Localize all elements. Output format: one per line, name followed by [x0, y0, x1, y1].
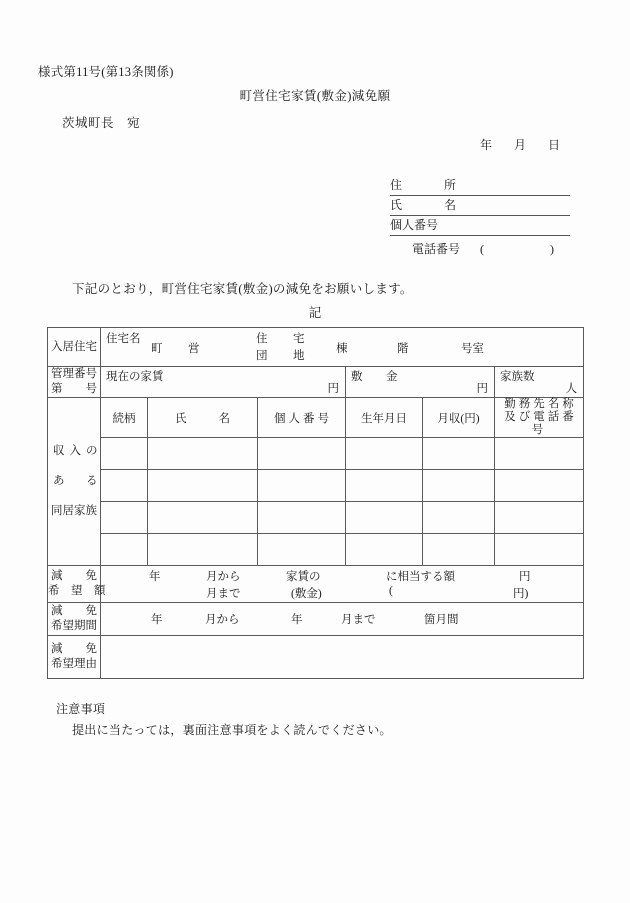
housing-row-label: 入居住宅 — [48, 328, 101, 367]
deposit-unit: 円 — [476, 383, 488, 395]
reduction-reason-label-line2: 希望理由 — [51, 658, 97, 670]
reduction-reason-label-line1: 減 免 — [51, 643, 97, 655]
reduction-reason-value[interactable] — [101, 636, 584, 679]
table-row-reduction-reason — [48, 636, 584, 679]
income-cell-name[interactable] — [148, 534, 258, 566]
income-col-personal-number: 個人番号 — [258, 398, 346, 438]
income-col-name: 氏 名 — [148, 398, 258, 438]
notes-body: 提出に当たっては，裏面注意事項をよく読んでください。 — [72, 723, 392, 737]
applicant-phone-label: 電話番号 — [412, 242, 461, 256]
management-row-label-line2: 第 号 — [51, 383, 97, 395]
town-operated-label: 町 営 — [151, 343, 207, 355]
income-cell-monthly-income[interactable] — [423, 502, 495, 534]
income-row-label-line3: 同居家族 — [51, 505, 97, 517]
date-month-label: 月 — [514, 138, 527, 152]
table-row-management — [48, 367, 584, 398]
reduction-amount-row-label — [48, 566, 106, 603]
building-label: 棟 — [336, 343, 348, 355]
income-cell-personal-number[interactable] — [258, 470, 346, 502]
income-cell-monthly-income[interactable] — [423, 470, 495, 502]
family-count-unit: 人 — [565, 383, 578, 395]
intro-sentence: 下記のとおり，町営住宅家賃(敷金)の減免をお願いします。 — [72, 282, 413, 296]
floor-label: 階 — [397, 343, 409, 355]
reduction-reason-row-label — [48, 636, 101, 679]
reduction-amount-year: 年 — [149, 571, 161, 583]
application-table — [47, 327, 584, 679]
housing-row-value[interactable] — [101, 328, 584, 367]
reduction-amount-month-to: 月まで — [206, 588, 241, 600]
date-day-label: 日 — [548, 138, 561, 152]
income-cell-monthly-income[interactable] — [423, 438, 495, 470]
income-row-label-line2: あ る — [53, 475, 103, 487]
applicant-address-label: 住 所 — [390, 178, 463, 192]
income-cell-personal-number[interactable] — [258, 534, 346, 566]
family-count-label: 家族数 — [500, 371, 535, 383]
income-cell-birthdate[interactable] — [346, 534, 423, 566]
family-count-cell[interactable] — [495, 367, 584, 398]
applicant-phone-field[interactable] — [412, 240, 568, 257]
table-row — [48, 470, 584, 502]
table-row — [48, 438, 584, 470]
income-cell-relation[interactable] — [101, 534, 148, 566]
income-col-relation: 続柄 — [101, 398, 148, 438]
income-cell-personal-number[interactable] — [258, 438, 346, 470]
income-row-label-line1: 収入の — [53, 445, 103, 457]
table-row — [48, 534, 584, 566]
income-col-workplace — [495, 398, 584, 438]
table-row-reduction-amount — [48, 566, 584, 603]
applicant-personal-number-field[interactable] — [390, 216, 570, 236]
income-cell-workplace[interactable] — [495, 534, 584, 566]
reduction-amount-month-from: 月から — [206, 571, 241, 583]
current-rent-label: 現在の家賃 — [106, 371, 164, 383]
table-row — [48, 502, 584, 534]
applicant-phone-parens: ( ) — [480, 242, 569, 256]
income-cell-personal-number[interactable] — [258, 502, 346, 534]
income-cell-birthdate[interactable] — [346, 470, 423, 502]
ki-marker: 記 — [308, 306, 322, 320]
current-rent-unit: 円 — [327, 383, 339, 395]
deposit-label: 敷 金 — [351, 371, 404, 383]
reduction-period-year-from: 年 — [151, 614, 163, 626]
applicant-name-field[interactable] — [390, 196, 570, 216]
workplace-col-line2: 及び電話番号 — [504, 411, 577, 436]
reduction-period-row-label — [48, 603, 101, 636]
addressee-line: 茨城町長 宛 — [62, 116, 141, 130]
notes-title: 注意事項 — [56, 702, 106, 716]
income-cell-monthly-income[interactable] — [423, 534, 495, 566]
reduction-amount-rent-of: 家賃の — [286, 571, 321, 583]
management-row-label-line1: 管理番号 — [51, 368, 97, 380]
date-line — [480, 136, 560, 153]
income-row-label — [48, 398, 101, 566]
income-cell-workplace[interactable] — [495, 470, 584, 502]
reduction-amount-value[interactable] — [101, 566, 584, 603]
income-cell-relation[interactable] — [101, 438, 148, 470]
applicant-personal-number-label: 個人番号 — [390, 218, 439, 232]
reduction-amount-unit-yen-close: 円) — [513, 588, 529, 600]
reduction-period-value[interactable] — [101, 603, 584, 636]
table-row-reduction-period — [48, 603, 584, 636]
workplace-col-line1: 勤務先名称 — [504, 398, 577, 410]
date-year-label: 年 — [480, 138, 493, 152]
reduction-period-label-line2: 希望期間 — [51, 620, 97, 632]
room-label: 号室 — [461, 343, 484, 355]
reduction-amount-equivalent: に相当する額 — [386, 571, 455, 583]
reduction-amount-label-line1: 減 免 — [51, 570, 97, 582]
reduction-amount-label-line2: 希 望 額 — [48, 585, 106, 597]
applicant-address-field[interactable] — [390, 176, 570, 196]
income-cell-name[interactable] — [148, 502, 258, 534]
housing-estate-label-line1: 住 宅 — [256, 333, 312, 345]
income-cell-relation[interactable] — [101, 502, 148, 534]
form-number: 様式第11号(第13条関係) — [38, 65, 174, 79]
income-col-monthly-income: 月収(円) — [423, 398, 495, 438]
applicant-name-label: 氏 名 — [390, 198, 463, 212]
reduction-amount-unit-yen: 円 — [519, 571, 531, 583]
reduction-period-label-line1: 減 免 — [51, 605, 97, 617]
table-row-housing — [48, 328, 584, 367]
reduction-amount-open-paren: ( — [389, 585, 393, 597]
income-cell-birthdate[interactable] — [346, 438, 423, 470]
current-rent-cell[interactable] — [101, 367, 346, 398]
applicant-block — [390, 176, 570, 236]
house-name-label: 住宅名 — [106, 333, 141, 345]
income-cell-workplace[interactable] — [495, 502, 584, 534]
reduction-amount-deposit-of: (敷金) — [291, 588, 322, 600]
housing-estate-label-line2: 団 地 — [256, 350, 312, 362]
reduction-period-month-to: 月まで — [341, 614, 376, 626]
income-col-birthdate: 生年月日 — [346, 398, 423, 438]
table-row-income-header — [48, 398, 584, 438]
reduction-period-month-from: 月から — [205, 614, 240, 626]
page-title: 町営住宅家賃(敷金)減免願 — [239, 89, 391, 103]
income-cell-name[interactable] — [148, 470, 258, 502]
income-cell-birthdate[interactable] — [346, 502, 423, 534]
income-cell-workplace[interactable] — [495, 438, 584, 470]
reduction-period-months-count: 箇月間 — [424, 614, 459, 626]
deposit-cell[interactable] — [346, 367, 495, 398]
income-cell-relation[interactable] — [101, 470, 148, 502]
reduction-period-year-to: 年 — [291, 614, 303, 626]
income-cell-name[interactable] — [148, 438, 258, 470]
management-row-label — [48, 367, 101, 398]
